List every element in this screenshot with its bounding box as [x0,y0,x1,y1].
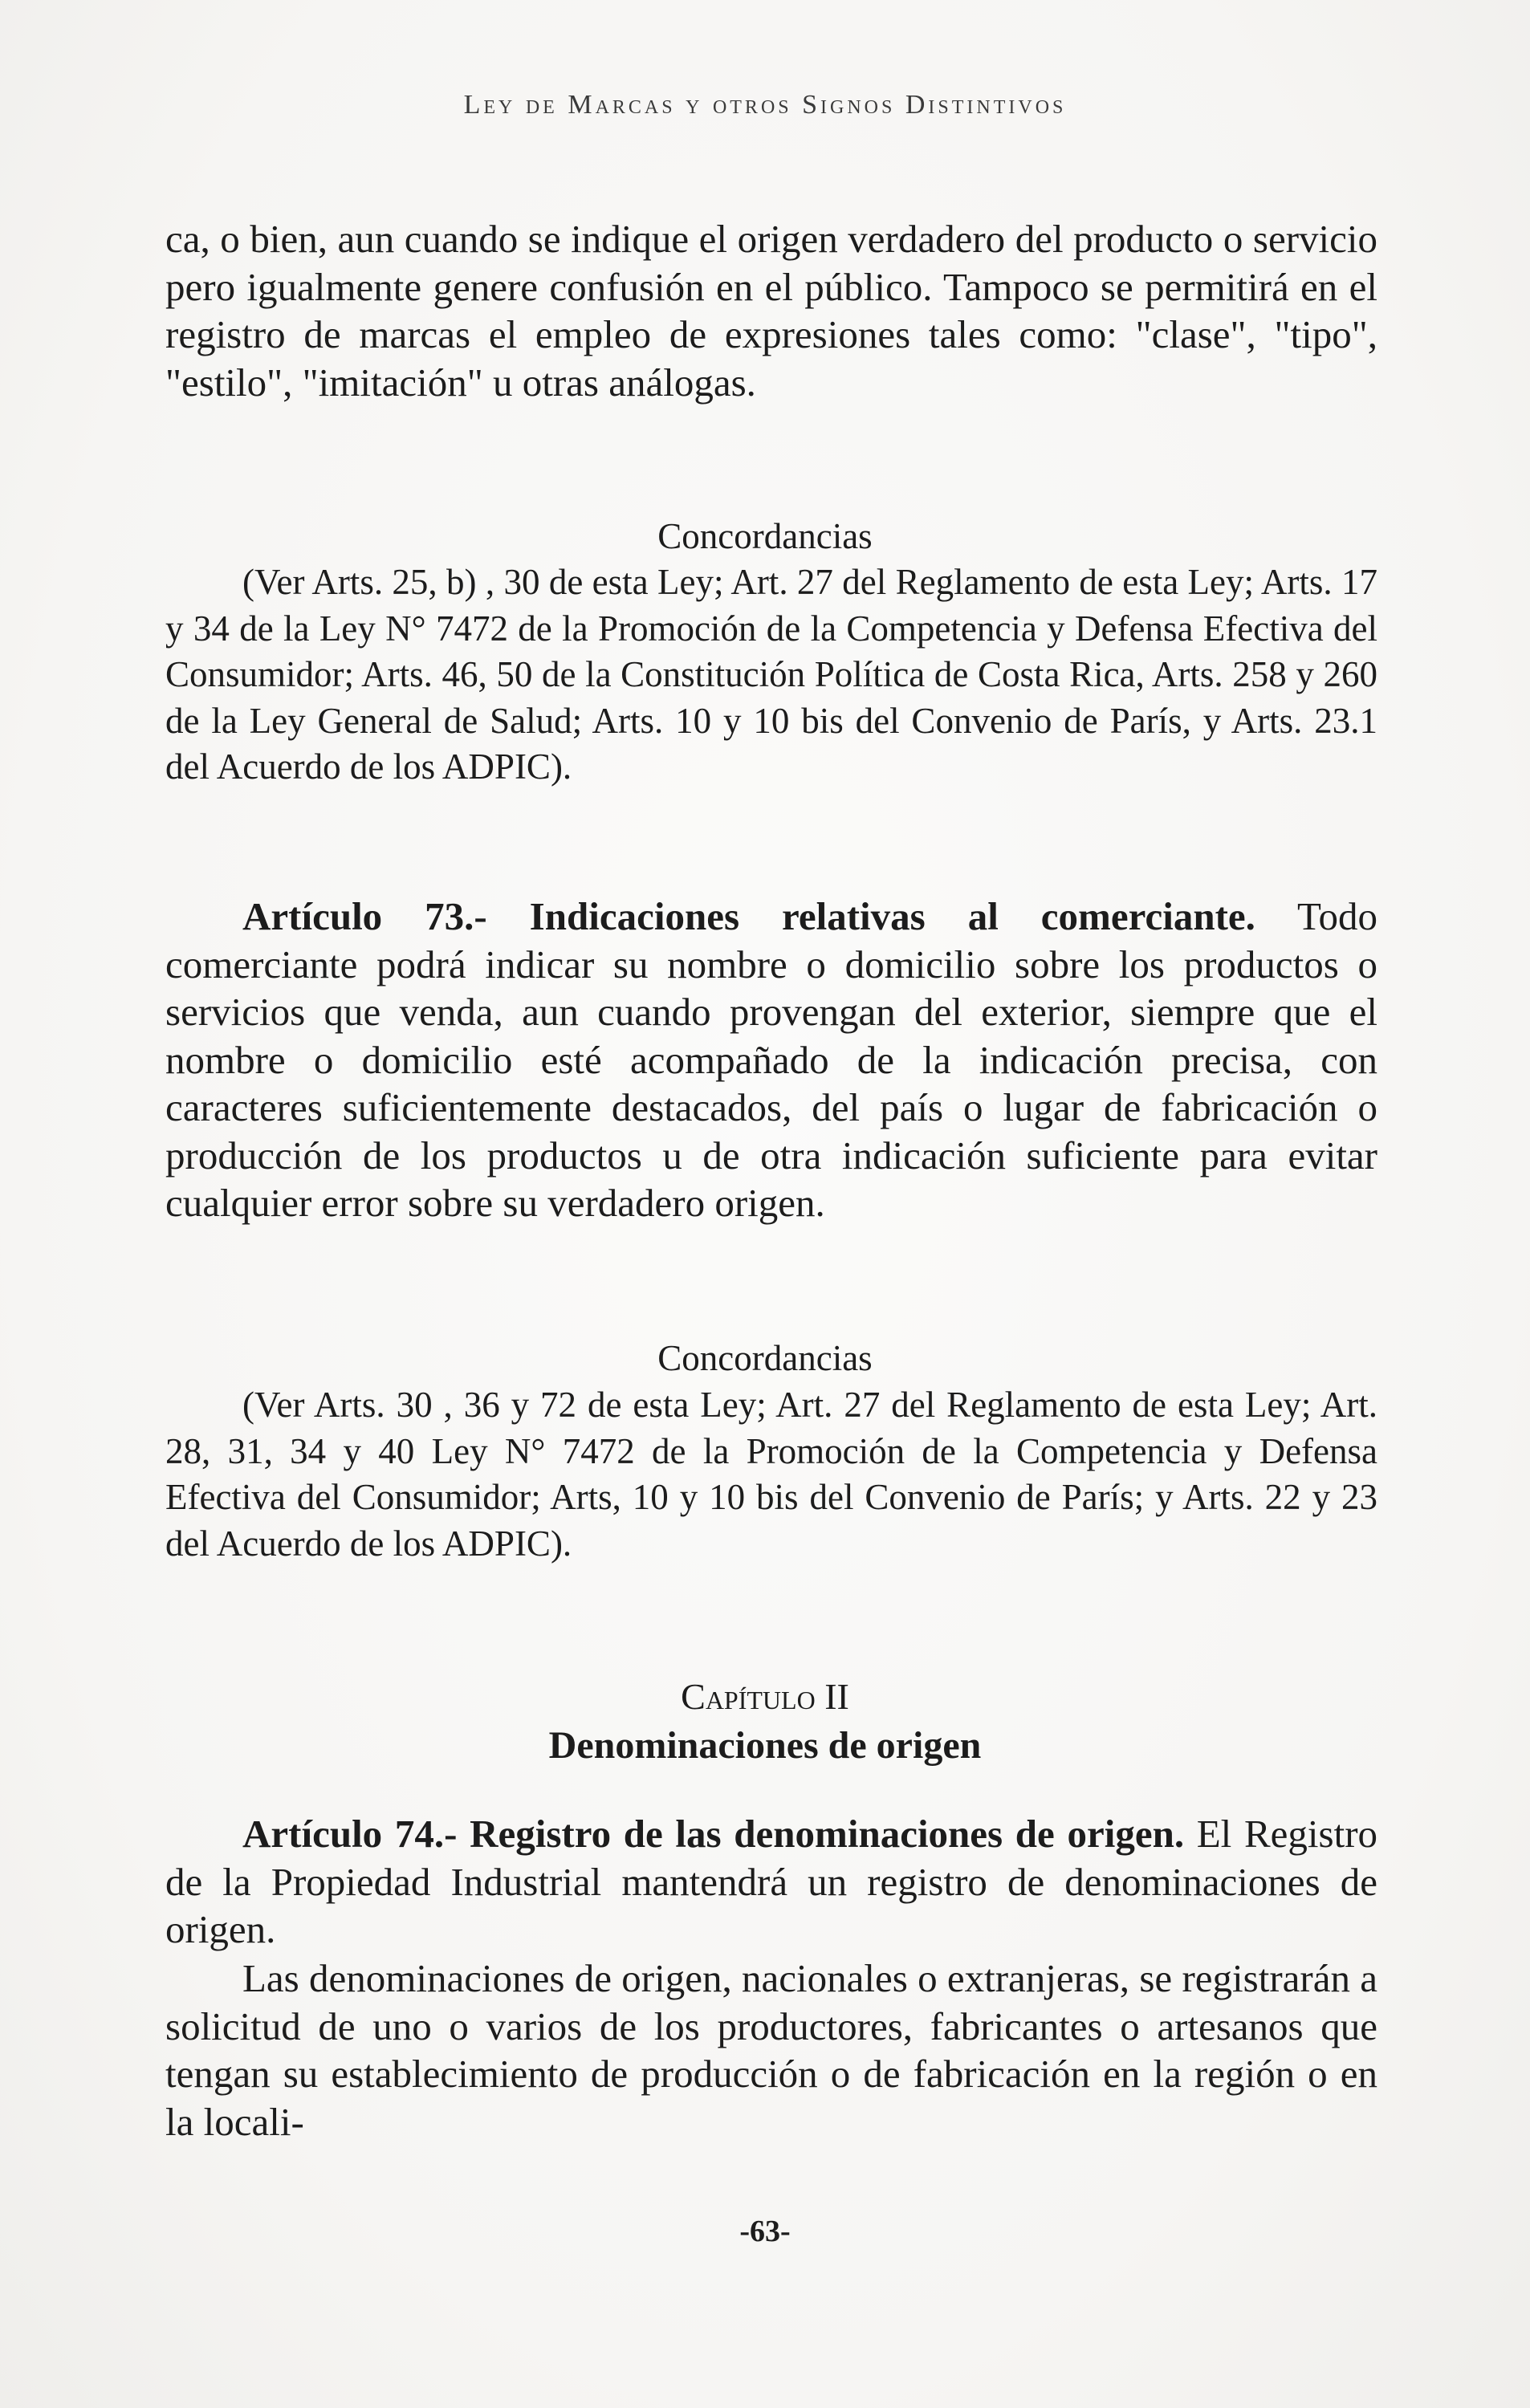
articulo-73 [165,893,1377,1227]
articulo-74-paragraph-2: Las denominaciones de origen, nacionales o extranjeras, se registrarán a solicitud de uno o varios de los productores, fabricantes o artesanos que tengan su establecimiento de producción o de fabricación en la región o en la locali- [165,1956,1377,2144]
concordancias-text-1: (Ver Arts. 25, b) , 30 de esta Ley; Art. 27 del Reglamento de esta Ley; Arts. 17 y 34 de la Ley N° 7472 de la Promoción de la Competencia y Defensa Efectiva del Consumidor; Arts. 46, 50 de la Constitución Política de Costa Rica, Arts. 258 y 260 de la Ley General de Salud; Arts. 10 y 10 bis del Convenio de París, y Arts. 23.1 del Acuerdo de los ADPIC). [165,562,1377,787]
running-head: Ley de Marcas y otros Signos Distintivos [463,90,1067,120]
chapter-title: Denominaciones de origen [548,1724,982,1767]
articulo-73-title: Artículo 73.- Indicaciones relativas al comerciante. [242,894,1255,938]
concordancias-title-2: Concordancias [657,1338,873,1378]
articulo-73-text: Todo comerciante podrá indicar su nombre o domicilio sobre los productos o servicios que venda, aun cuando provengan del exterior, siempre que el nombre o domicilio esté acompañado de la indicación precisa, con caracteres suficientemente destacados, del país o lugar de fabricación o producción de los productos u de otra indicación suficiente para evitar cualquier error sobre su verdadero origen. [165,894,1377,1225]
articulo-74-title: Artículo 74.- Registro de las denominaciones de origen. [242,1812,1185,1856]
articulo-74 [165,1810,1377,1954]
articulo-74-text: El Registro de la Propiedad Industrial mantendrá un registro de denominaciones de origen. [165,1812,1378,1951]
concordancias-text-2: (Ver Arts. 30 , 36 y 72 de esta Ley; Art. 27 del Reglamento de esta Ley; Art. 28, 31, 34 y 40 Ley N° 7472 de la Promoción de la Competencia y Defensa Efectiva del Consumidor; Arts, 10 y 10 bis del Convenio de París; y Arts. 22 y 23 del Acuerdo de los ADPIC). [165,1385,1377,1564]
concordancias-title-1: Concordancias [657,516,873,556]
chapter-label: Capítulo II [681,1676,849,1717]
page-number: -63- [739,2215,791,2248]
intro-paragraph: ca, o bien, aun cuando se indique el origen verdadero del producto o servicio pero igualmente genere confusión en el público. Tampoco se permitirá en el registro de marcas el empleo de expresiones tales como: "clase", "tipo", "estilo", "imitación" u otras análogas. [165,217,1377,405]
